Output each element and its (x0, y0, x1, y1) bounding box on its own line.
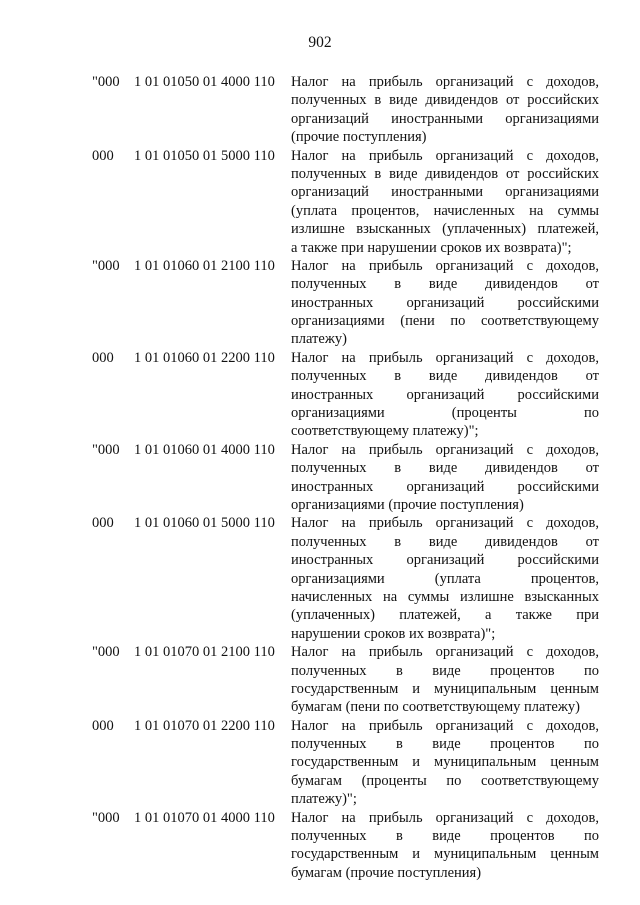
income-description (291, 514, 599, 643)
income-code: 1 01 01070 01 2200 110 (134, 717, 275, 734)
income-code: 1 01 01060 01 2100 110 (134, 257, 275, 274)
description-line: государственным и муниципальным ценным (291, 846, 599, 863)
description-line: платежу) (291, 331, 347, 348)
description-line: организаций иностранными организациями (291, 110, 599, 127)
description-line: бумагам (прочие поступления) (291, 864, 482, 881)
description-line: полученных в виде процентов по (291, 736, 599, 753)
description-line: организациями (пени по соответствующему (291, 313, 599, 330)
table-row (92, 441, 599, 515)
admin-code: "000 (92, 644, 120, 661)
description-line: полученных в виде дивидендов от (291, 368, 599, 385)
table-row (92, 257, 599, 349)
description-line: Налог на прибыль организаций с доходов, (291, 809, 599, 826)
income-code: 1 01 01070 01 2100 110 (134, 644, 275, 661)
admin-code: "000 (92, 441, 120, 458)
income-code: 1 01 01060 01 5000 110 (134, 515, 275, 532)
description-line: бумагам (проценты по соответствующему (291, 772, 599, 789)
description-line: (прочие поступления) (291, 129, 427, 146)
description-line: полученных в виде процентов по (291, 662, 599, 679)
table-row (92, 643, 599, 717)
description-line: а также при нарушении сроков их возврата)"; (291, 239, 572, 256)
income-description (291, 441, 599, 515)
description-line: полученных в виде дивидендов от (291, 533, 599, 550)
description-line: полученных в виде процентов по (291, 828, 599, 845)
page-number: 902 (308, 34, 332, 51)
description-line: полученных в виде дивидендов от (291, 276, 599, 293)
table-row (92, 809, 599, 883)
income-code: 1 01 01050 01 4000 110 (134, 74, 275, 90)
description-line: иностранных организаций российскими (291, 552, 599, 569)
description-line: иностранных организаций российскими (291, 386, 599, 403)
description-line: Налог на прибыль организаций с доходов, (291, 515, 599, 532)
admin-code: 000 (92, 515, 114, 532)
description-line: Налог на прибыль организаций с доходов, (291, 257, 599, 274)
income-description (291, 349, 599, 441)
description-line: соответствующему платежу)"; (291, 423, 479, 440)
income-description (291, 257, 599, 349)
description-line: Налог на прибыль организаций с доходов, (291, 441, 599, 458)
description-line: государственным и муниципальным ценным (291, 680, 599, 697)
description-line: организациями (уплата процентов, (291, 570, 599, 587)
description-line: полученных в виде дивидендов от российских (291, 92, 599, 109)
table-row (92, 147, 599, 257)
income-description (291, 73, 599, 147)
income-description (291, 809, 599, 883)
income-code: 1 01 01060 01 4000 110 (134, 441, 275, 458)
description-line: организациями (прочие поступления) (291, 496, 524, 513)
description-line: бумагам (пени по соответствующему платежу) (291, 699, 580, 716)
admin-code: "000 (92, 257, 120, 274)
income-description (291, 717, 599, 809)
classification-table (92, 73, 599, 882)
description-line: Налог на прибыль организаций с доходов, (291, 349, 599, 366)
description-line: (уплата процентов, начисленных на суммы (291, 202, 599, 219)
description-line: Налог на прибыль организаций с доходов, (291, 717, 599, 734)
income-description (291, 643, 599, 717)
description-line: иностранных организаций российскими (291, 478, 599, 495)
income-code: 1 01 01070 01 4000 110 (134, 809, 275, 826)
description-line: Налог на прибыль организаций с доходов, (291, 74, 599, 90)
description-line: организаций иностранными организациями (291, 184, 599, 201)
description-line: государственным и муниципальным ценным (291, 754, 599, 771)
description-line: организациями (проценты по (291, 405, 599, 422)
income-code: 1 01 01050 01 5000 110 (134, 147, 275, 164)
table-row (92, 73, 599, 147)
table-row (92, 349, 599, 441)
description-line: (уплаченных) платежей, а также при (291, 607, 599, 624)
description-line: полученных в виде дивидендов от российских (291, 165, 599, 182)
admin-code: 000 (92, 147, 114, 164)
description-line: платежу)"; (291, 791, 357, 808)
admin-code: 000 (92, 717, 114, 734)
description-line: иностранных организаций российскими (291, 294, 599, 311)
admin-code: 000 (92, 349, 114, 366)
description-line: полученных в виде дивидендов от (291, 460, 599, 477)
admin-code: "000 (92, 74, 120, 90)
table-row (92, 717, 599, 809)
description-line: Налог на прибыль организаций с доходов, (291, 644, 599, 661)
description-line: излишне взысканных (уплаченных) платежей, (291, 221, 599, 238)
description-line: начисленных на суммы излишне взысканных (291, 588, 599, 605)
income-description (291, 147, 599, 257)
description-line: Налог на прибыль организаций с доходов, (291, 147, 599, 164)
description-line: нарушении сроков их возврата)"; (291, 625, 496, 642)
income-code: 1 01 01060 01 2200 110 (134, 349, 275, 366)
admin-code: "000 (92, 809, 120, 826)
table-row (92, 514, 599, 643)
